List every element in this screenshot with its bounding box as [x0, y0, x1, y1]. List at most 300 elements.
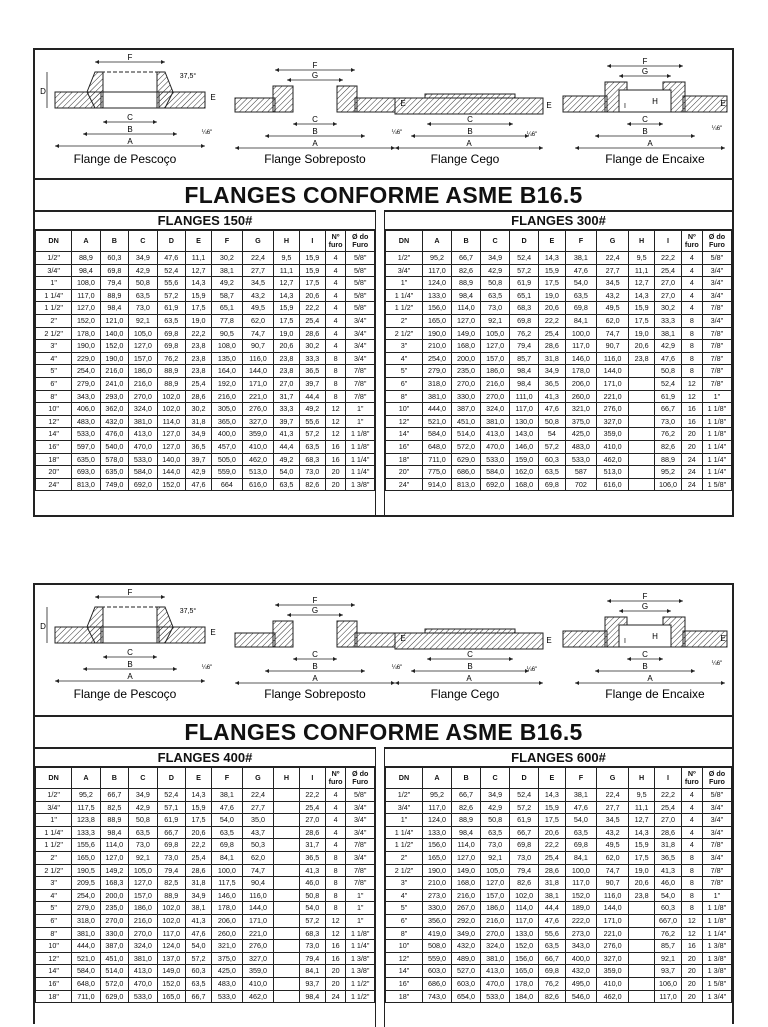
pressure-class-title: FLANGES 150# [35, 210, 375, 230]
table-cell: 444,0 [72, 940, 100, 953]
table-cell: 533,0 [565, 453, 597, 466]
table-cell: 216,0 [211, 390, 242, 403]
table-cell: 88,9 [157, 889, 185, 902]
dim-label: C [127, 113, 133, 122]
table-cell: 7/8" [346, 390, 375, 403]
table-cell: 425,0 [565, 428, 597, 441]
table-row [36, 453, 375, 466]
table-row [386, 814, 732, 827]
table-cell: 4 [681, 302, 702, 315]
table-row [36, 965, 375, 978]
table-header-row [386, 768, 732, 789]
table-cell: 171,0 [242, 914, 273, 927]
table-cell: 5" [36, 365, 72, 378]
dim-label: D [40, 87, 46, 96]
table-cell: 156,0 [422, 839, 451, 852]
table-cell: 3/4" [702, 277, 731, 290]
dim-label: B [467, 662, 473, 671]
table-cell: 95,2 [422, 252, 451, 265]
table-cell: 16 [325, 440, 346, 453]
table-cell: 221,0 [597, 390, 629, 403]
table-cell: 444,0 [422, 403, 451, 416]
table-cell: 270,0 [481, 390, 510, 403]
table-cell: 229,0 [72, 352, 100, 365]
table-cell: 2 1/2" [386, 327, 423, 340]
table-cell: 69,8 [100, 264, 128, 277]
table-cell: 73,0 [481, 839, 510, 852]
table-cell: 2 1/2" [36, 864, 72, 877]
table-cell: 159,0 [510, 453, 539, 466]
table-cell: 41,3 [655, 864, 681, 877]
table-cell: 34,9 [186, 428, 212, 441]
table-cell: 4 [325, 826, 346, 839]
table-cell: 1 1/4" [702, 453, 731, 466]
table-row [386, 851, 732, 864]
table-cell: 17,5 [186, 814, 212, 827]
table-cell: 254,0 [72, 365, 100, 378]
table-cell: 7/8" [702, 302, 731, 315]
table-cell: 400,0 [565, 952, 597, 965]
thickness-label: ¼6" [526, 667, 538, 673]
table-cell: 33,3 [274, 403, 300, 416]
table-cell: 23,8 [274, 365, 300, 378]
table-row [386, 466, 732, 479]
table-cell: 34,9 [539, 365, 565, 378]
table-cell: 137,0 [157, 952, 185, 965]
table-cell: 216,0 [481, 377, 510, 390]
table-cell: 527,0 [452, 965, 481, 978]
table-cell: 3" [386, 340, 423, 353]
table-cell: 127,0 [157, 440, 185, 453]
caption-weld-neck: Flange de Pescoço [73, 152, 177, 166]
table-cell: 74,7 [597, 864, 629, 877]
table-cell: 79,4 [299, 952, 325, 965]
dim-label: F [312, 61, 318, 70]
table-cell: 400,0 [211, 428, 242, 441]
table-row [36, 428, 375, 441]
table-cell: 235,0 [100, 902, 128, 915]
table-cell: 22,2 [186, 839, 212, 852]
table-cell: 57,2 [157, 289, 185, 302]
table-cell: 35,0 [242, 814, 273, 827]
table-cell: 9,5 [274, 252, 300, 265]
table-cell: 3/4" [702, 289, 731, 302]
dim-label: A [312, 674, 318, 683]
table-cell: 8 [681, 877, 702, 890]
table-cell: 22,2 [299, 789, 325, 802]
table-cell: 31,8 [539, 352, 565, 365]
table-cell: 375,0 [211, 952, 242, 965]
table-row [386, 990, 732, 1003]
table-cell [274, 889, 300, 902]
table-cell: 123,8 [72, 814, 100, 827]
table-cell: 16 [681, 415, 702, 428]
table-cell [628, 965, 654, 978]
table-cell: 362,0 [100, 403, 128, 416]
table-cell: 54,0 [274, 466, 300, 479]
table-cell: 20" [386, 466, 423, 479]
table-cell: 12 [325, 428, 346, 441]
table-row [386, 327, 732, 340]
table-cell: 324,0 [129, 403, 157, 416]
table-cell: 84,1 [565, 314, 597, 327]
column-header: F [565, 231, 597, 252]
table-cell: 20" [36, 466, 72, 479]
dim-label: I [624, 638, 626, 645]
table-cell: 84,1 [565, 851, 597, 864]
table-cell: 77,8 [211, 314, 242, 327]
table-cell: 152,0 [157, 478, 185, 491]
table-cell: 413,0 [129, 428, 157, 441]
table-cell: 327,0 [597, 952, 629, 965]
table-cell: 152,0 [157, 977, 185, 990]
table-cell: 34,9 [481, 252, 510, 265]
table-cell: 24 [681, 478, 702, 491]
table-cell [274, 877, 300, 890]
table-cell: 144,0 [242, 365, 273, 378]
table-cell: 162,0 [510, 466, 539, 479]
table-cell: 90,7 [242, 340, 273, 353]
table-row [386, 302, 732, 315]
table-cell [274, 851, 300, 864]
table-cell: 489,0 [452, 952, 481, 965]
table-cell: 1 1/4" [36, 289, 72, 302]
table-cell: 10" [36, 403, 72, 416]
table-cell: 7/8" [346, 864, 375, 877]
table-cell: 98,4 [72, 264, 100, 277]
table-cell: 1 1/4" [36, 826, 72, 839]
table-row [386, 478, 732, 491]
table-cell: 69,8 [565, 839, 597, 852]
table-row [36, 377, 375, 390]
table-cell: 5/8" [346, 252, 375, 265]
table-cell: 25,4 [655, 801, 681, 814]
column-header: C [481, 768, 510, 789]
table-cell: 616,0 [242, 478, 273, 491]
table-cell: 14" [386, 428, 423, 441]
table-cell: 2" [36, 851, 72, 864]
table-cell: 63,5 [565, 289, 597, 302]
table-cell: 88,9 [452, 277, 481, 290]
table-cell: 34,9 [481, 789, 510, 802]
table-cell: 1 1/8" [702, 902, 731, 915]
table-cell: 144,0 [597, 902, 629, 915]
table-cell: 31,7 [274, 390, 300, 403]
table-cell: 165,0 [422, 314, 451, 327]
table-cell: 749,0 [100, 478, 128, 491]
table-cell: 3/4" [386, 801, 423, 814]
table-cell: 76,2 [655, 428, 681, 441]
table-cell: 1 3/4" [702, 990, 731, 1003]
table-cell [628, 466, 654, 479]
table-row [36, 390, 375, 403]
table-cell: 1 5/8" [702, 977, 731, 990]
table-cell: 616,0 [597, 478, 629, 491]
table-cell: 16 [325, 952, 346, 965]
table-cell: 813,0 [452, 478, 481, 491]
table-cell: 260,0 [211, 927, 242, 940]
table-cell: 19,0 [274, 327, 300, 340]
table-cell: 54 [539, 428, 565, 441]
thickness-label: ¼6" [391, 665, 403, 671]
table-cell: 47,6 [157, 252, 185, 265]
table-cell: 692,0 [129, 478, 157, 491]
table-cell: 85,7 [510, 352, 539, 365]
column-header: H [274, 768, 300, 789]
table-cell: 343,0 [72, 390, 100, 403]
table-cell [628, 415, 654, 428]
table-header-row [386, 231, 732, 252]
table-cell: 1/2" [386, 789, 423, 802]
table-cell: 1/2" [36, 789, 72, 802]
dim-label: C [467, 115, 473, 124]
table-cell: 22,4 [597, 789, 629, 802]
table-cell: 1" [346, 403, 375, 416]
table-cell: 1 1/4" [346, 940, 375, 953]
table-cell: 1" [346, 914, 375, 927]
table-cell: 20 [681, 977, 702, 990]
table-cell: 50,8 [299, 889, 325, 902]
table-cell: 12" [36, 952, 72, 965]
table-cell: 8 [325, 851, 346, 864]
table-cell: 686,0 [452, 466, 481, 479]
table-cell: 133,0 [510, 927, 539, 940]
table-cell: 69,8 [539, 478, 565, 491]
dim-label: F [642, 592, 648, 601]
column-header: I [655, 768, 681, 789]
table-row [36, 264, 375, 277]
table-cell: 68,3 [299, 927, 325, 940]
table-cell: 165,0 [72, 851, 100, 864]
table-cell: 22,4 [242, 252, 273, 265]
table-cell: 603,0 [452, 977, 481, 990]
table-cell: 66,7 [539, 952, 565, 965]
table-cell: 54,0 [565, 814, 597, 827]
table-cell [628, 927, 654, 940]
table-cell [274, 814, 300, 827]
table-cell: 1 1/2" [36, 302, 72, 315]
table-cell: 387,0 [100, 940, 128, 953]
table-cell: 27,0 [655, 277, 681, 290]
dim-label: F [127, 53, 133, 62]
table-cell: 3/4" [346, 352, 375, 365]
table-cell: 92,1 [481, 851, 510, 864]
table-cell: 4 [681, 252, 702, 265]
column-header: B [100, 768, 128, 789]
column-header: F [211, 231, 242, 252]
table-header-row [36, 768, 375, 789]
table-cell: 50,8 [129, 277, 157, 290]
table-cell: 47,6 [565, 801, 597, 814]
table-cell: 17,5 [299, 277, 325, 290]
table-cell: 155,6 [72, 839, 100, 852]
table-cell: 114,0 [100, 839, 128, 852]
table-cell: 38,1 [565, 252, 597, 265]
table-cell: 3/4" [702, 851, 731, 864]
table-cell: 14,3 [628, 826, 654, 839]
column-header: Ø do Furo [702, 768, 731, 789]
table-cell [628, 403, 654, 416]
table-row [36, 839, 375, 852]
table-cell: 27,7 [597, 264, 629, 277]
table-cell: 49,2 [274, 453, 300, 466]
table-cell: 2" [386, 851, 423, 864]
table-cell: 92,1 [129, 851, 157, 864]
table-row [386, 440, 732, 453]
table-cell: 23,8 [628, 352, 654, 365]
dim-label: G [641, 602, 649, 611]
table-cell: 28,6 [655, 826, 681, 839]
table-row [36, 277, 375, 290]
table-cell: 116,0 [597, 352, 629, 365]
table-cell: 190,0 [72, 340, 100, 353]
table-cell: 4 [681, 801, 702, 814]
table-cell [274, 902, 300, 915]
table-cell: 165,0 [510, 965, 539, 978]
table-cell: 327,0 [242, 415, 273, 428]
table-row [36, 990, 375, 1003]
dim-label: I [624, 103, 626, 110]
table-cell: 192,0 [211, 377, 242, 390]
table-cell: 578,0 [100, 453, 128, 466]
table-cell: 2" [386, 314, 423, 327]
table-cell: 4 [325, 789, 346, 802]
table-cell: 17,5 [539, 277, 565, 290]
table-cell: 8 [681, 352, 702, 365]
table-cell: 105,0 [481, 327, 510, 340]
table-cell: 324,0 [481, 403, 510, 416]
table-cell: 9,5 [628, 252, 654, 265]
column-header: F [565, 768, 597, 789]
table-cell: 46,0 [655, 877, 681, 890]
table-cell: 168,0 [510, 478, 539, 491]
table-cell: 47,6 [655, 352, 681, 365]
table-cell: 349,0 [452, 927, 481, 940]
table-cell: 3/4" [346, 826, 375, 839]
table-cell: 88,9 [452, 814, 481, 827]
table-cell: 102,0 [157, 902, 185, 915]
table-row [386, 403, 732, 416]
table-cell: 4 [325, 839, 346, 852]
table-cell: 25,4 [299, 801, 325, 814]
table-cell: 31,8 [186, 415, 212, 428]
table-cell: 88,9 [72, 252, 100, 265]
table-row [36, 977, 375, 990]
column-header: I [299, 768, 325, 789]
table-row [36, 864, 375, 877]
table-cell: 14,3 [186, 277, 212, 290]
table-row [386, 889, 732, 902]
table-row [36, 289, 375, 302]
table-cell: 157,0 [129, 889, 157, 902]
table-cell: 73,0 [157, 851, 185, 864]
table-cell: 50,8 [481, 814, 510, 827]
table-cell: 22,2 [655, 252, 681, 265]
table-cell: 79,4 [510, 864, 539, 877]
table-cell: 508,0 [422, 940, 451, 953]
dim-label: H [652, 632, 658, 641]
table-cell: 117,5 [211, 877, 242, 890]
table-cell: 8 [325, 902, 346, 915]
table-cell: 20,6 [539, 302, 565, 315]
dim-label: C [127, 648, 133, 657]
table-cell: 73,0 [129, 839, 157, 852]
table-cell: 5" [386, 365, 423, 378]
table-cell: 14,3 [539, 789, 565, 802]
column-header: A [72, 231, 100, 252]
dim-label: C [642, 115, 648, 124]
table-cell: 292,0 [452, 914, 481, 927]
table-cell: 66,7 [655, 403, 681, 416]
table-cell: 127,0 [157, 428, 185, 441]
table-cell: 25,4 [186, 377, 212, 390]
table-cell: 5/8" [346, 277, 375, 290]
table-cell: 7/8" [346, 877, 375, 890]
table-cell: 14,3 [628, 289, 654, 302]
table-cell: 321,0 [211, 940, 242, 953]
table-cell: 1 1/2" [346, 977, 375, 990]
table-cell: 22,2 [655, 789, 681, 802]
table-cell: 49,5 [597, 302, 629, 315]
sheet-title: FLANGES CONFORME ASME B16.5 [184, 182, 583, 208]
table-cell: 419,0 [422, 927, 451, 940]
table-cell: 254,0 [422, 352, 451, 365]
flange-drawings [35, 585, 732, 717]
table-cell: 1 1/4" [386, 826, 423, 839]
table-cell: 57,2 [510, 264, 539, 277]
table-cell: 157,0 [129, 352, 157, 365]
table-cell: 50,8 [655, 365, 681, 378]
table-cell: 14,3 [274, 289, 300, 302]
table-cell: 55,6 [157, 277, 185, 290]
table-cell: 11,1 [628, 264, 654, 277]
table-row [36, 889, 375, 902]
table-cell: 49,5 [597, 839, 629, 852]
table-row [386, 902, 732, 915]
table-cell: 22,2 [539, 839, 565, 852]
table-cell: 12" [36, 415, 72, 428]
table-cell [274, 839, 300, 852]
table-cell [628, 365, 654, 378]
table-cell: 4 [325, 314, 346, 327]
table-cell: 105,0 [129, 327, 157, 340]
column-header: E [539, 768, 565, 789]
table-cell: 533,0 [129, 453, 157, 466]
table-cell: 533,0 [72, 428, 100, 441]
table-cell: 25,4 [299, 314, 325, 327]
table-cell: 4 [325, 801, 346, 814]
table-cell: 648,0 [422, 440, 451, 453]
table-cell: 30,2 [299, 340, 325, 353]
table-cell: 410,0 [242, 977, 273, 990]
table-cell: 12 [325, 914, 346, 927]
table-cell: 8" [386, 927, 423, 940]
table-cell: 1" [36, 814, 72, 827]
table-cell: 73,0 [299, 466, 325, 479]
table-cell: 186,0 [129, 365, 157, 378]
table-cell: 406,0 [72, 403, 100, 416]
caption-slip-on: Flange Sobreposto [264, 152, 366, 166]
table-cell: 209,5 [72, 877, 100, 890]
table-cell: 381,0 [129, 952, 157, 965]
table-cell: 73,0 [655, 415, 681, 428]
dim-label: A [312, 139, 318, 148]
table-row [36, 952, 375, 965]
table-cell: 15,9 [186, 801, 212, 814]
caption-socket-weld: Flange de Encaixe [605, 152, 705, 166]
table-cell: 117,0 [422, 264, 451, 277]
column-header: Nº furo [325, 768, 346, 789]
